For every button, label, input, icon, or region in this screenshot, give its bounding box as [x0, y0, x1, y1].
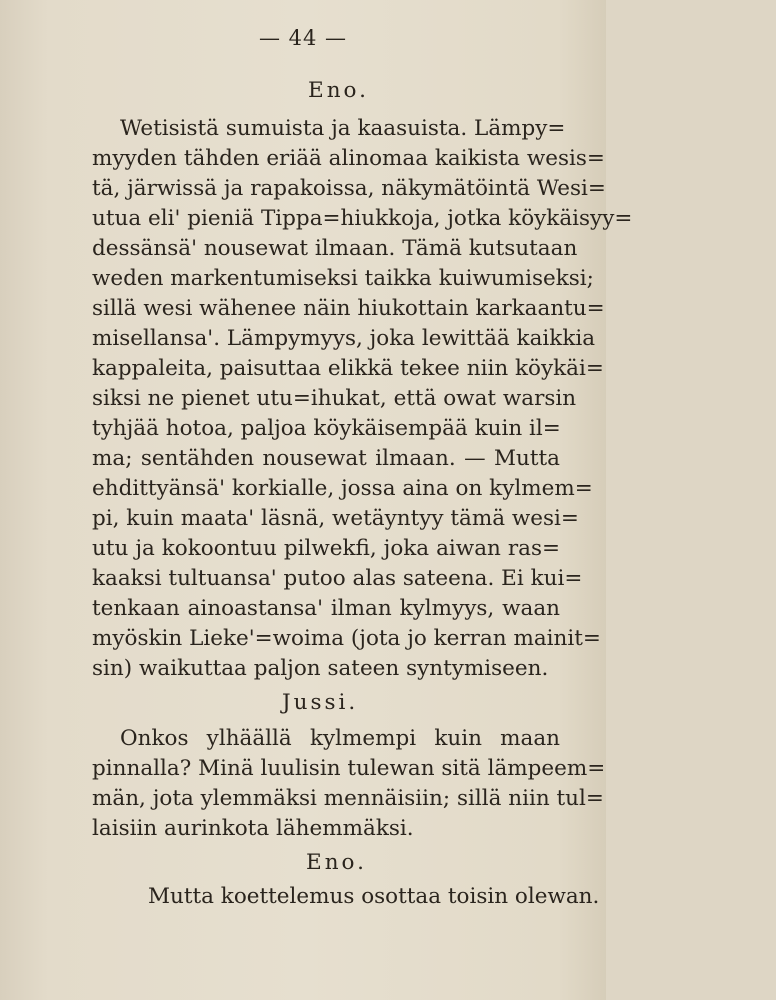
text-line: ma; sentähden nousewat ilmaan. — Mutta	[92, 446, 560, 471]
text-line: pinnalla? Minä luulisin tulewan sitä lämpeem=	[92, 756, 606, 781]
text-line: myöskin Lieke'=woima (jota jo kerran mainit=	[92, 626, 601, 651]
text-line: Mutta koettelemus osottaa toisin olewan.	[148, 884, 600, 909]
text-line: sin) waikuttaa paljon sateen syntymiseen.	[92, 656, 549, 681]
text-line: sillä wesi wähenee näin hiukottain karkaantu=	[92, 296, 605, 321]
text-line: Onkos ylhäällä kylmempi kuin maan	[120, 726, 560, 751]
text-line: tenkaan ainoastansa' ilman kylmyys, waan	[92, 596, 560, 621]
text-line: utua eli' pieniä Tippa=hiukkoja, jotka köykäisyy=	[92, 206, 633, 231]
text-line: män, jota ylemmäksi mennäisiin; sillä niin tul=	[92, 786, 604, 811]
speaker-heading-eno: Eno.	[306, 850, 367, 875]
page-number-header: — 44 —	[258, 26, 348, 50]
text-line: ehdittyänsä' korkialle, jossa aina on kylmem=	[92, 476, 593, 501]
text-line: weden markentumiseksi taikka kuiwumiseksi;	[92, 266, 594, 291]
text-line: tyhjää hotoa, paljoa köykäisempää kuin il=	[92, 416, 561, 441]
text-line: laisiin aurinkota lähemmäksi.	[92, 816, 414, 841]
text-line: kappaleita, paisuttaa elikkä tekee niin köykäi=	[92, 356, 604, 381]
text-line: misellansa'. Lämpymyys, joka lewittää kaikkia	[92, 326, 596, 351]
text-line: siksi ne pienet utu=ihukat, että owat warsin	[92, 386, 577, 411]
text-line: pi, kuin maata' läsnä, wetäyntyy tämä wesi=	[92, 506, 579, 531]
text-line: utu ja kokoontuu pilwekfi, joka aiwan ras=	[92, 536, 560, 561]
speaker-heading-eno: Eno.	[308, 78, 369, 103]
text-line: myyden tähden eriää alinomaa kaikista wesis=	[92, 146, 605, 171]
speaker-heading-jussi: Jussi.	[282, 690, 359, 715]
text-line: dessänsä' nousewat ilmaan. Tämä kutsutaan	[92, 236, 578, 261]
text-line: tä, järwissä ja rapakoissa, näkymätöintä Wesi=	[92, 176, 606, 201]
text-line: Wetisistä sumuista ja kaasuista. Lämpy=	[120, 116, 566, 141]
text-line: kaaksi tultuansa' putoo alas sateena. Ei kui=	[92, 566, 583, 591]
